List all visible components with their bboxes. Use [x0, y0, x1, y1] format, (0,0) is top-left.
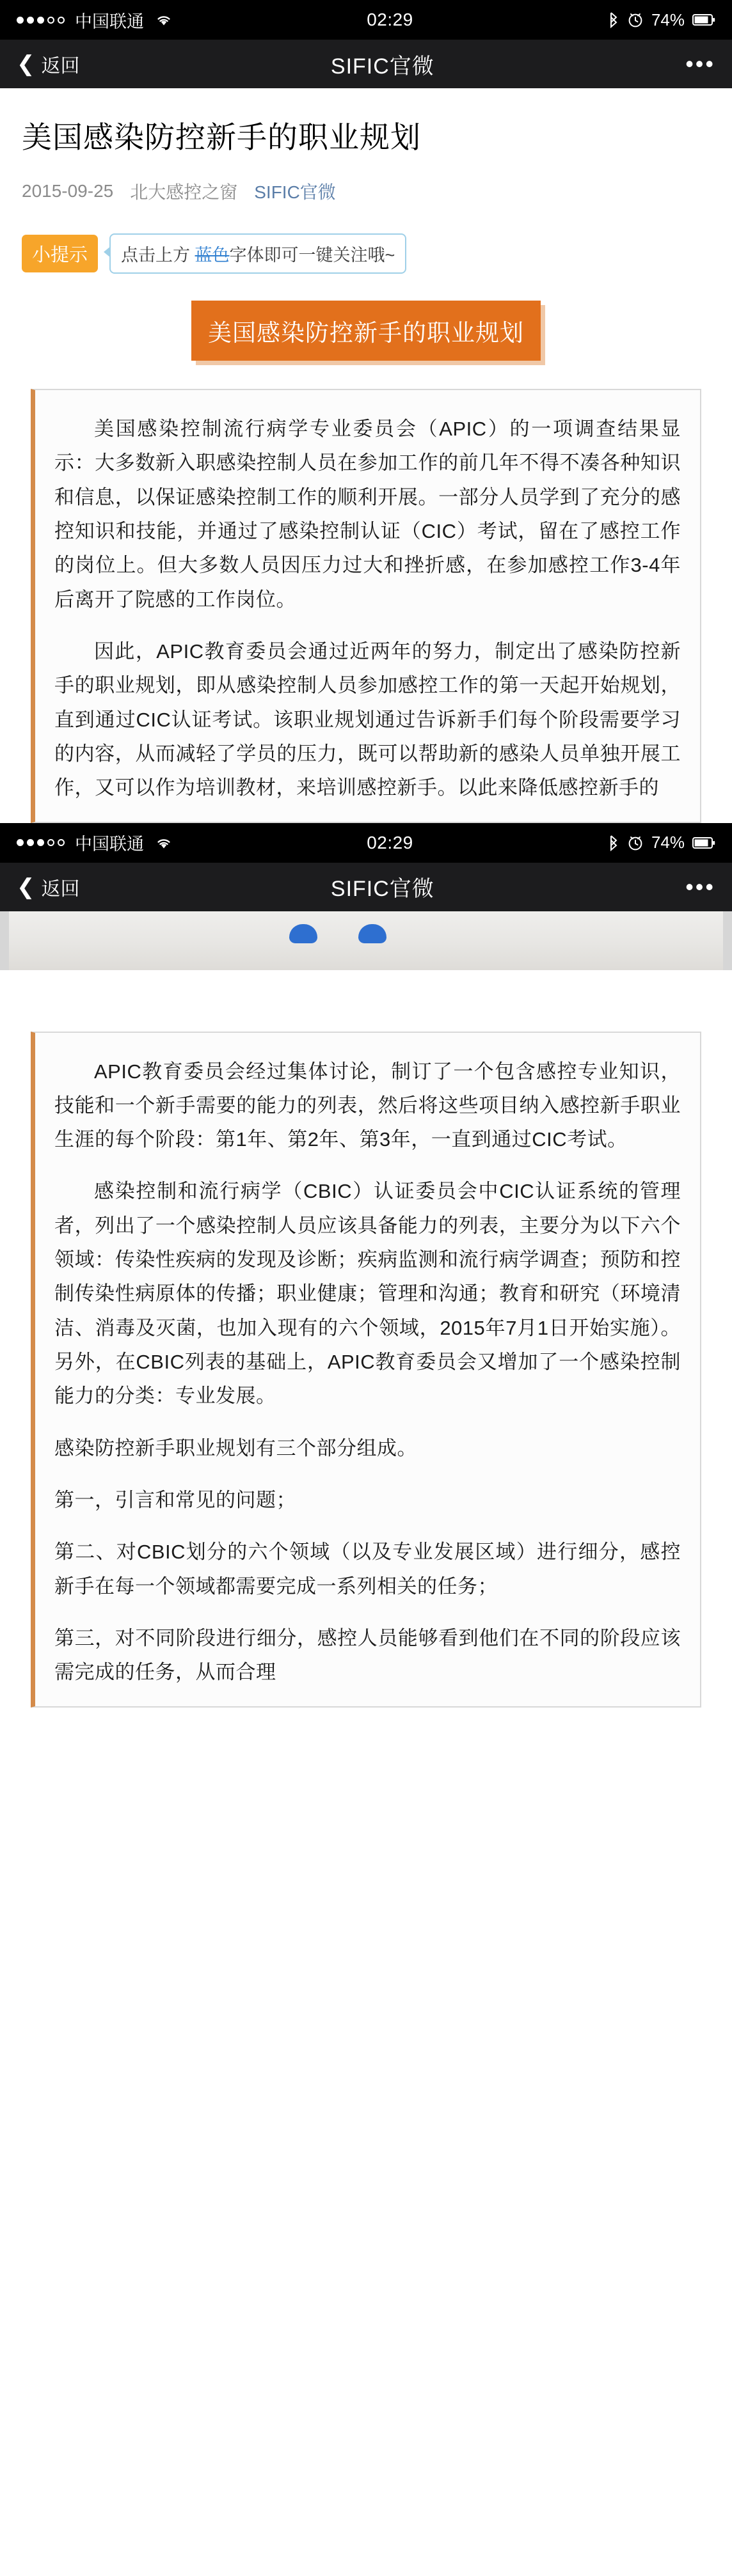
tip-text-after: 字体即可一键关注哦~ [229, 246, 395, 265]
paragraph: 美国感染控制流行病学专业委员会（APIC）的一项调查结果显示：大多数新入职感染控制人员在参加工作的前几年不得不凑各种知识和信息，以保证感染控制工作的顺利开展。一部分人员学到了充分的感控知识和技能，并通过了感染控制认证（CIC）考试，留在了感控工作的岗位上。但大多数人员因压力过大和挫折感，在参加感控工作3-4年后离开了院感的工作岗位。 [54, 418, 681, 611]
back-button[interactable] [17, 873, 80, 901]
article-body-card-1 [31, 389, 701, 822]
navigation-bar [0, 40, 732, 88]
status-bar-right [608, 833, 715, 852]
clock-label: 02:29 [367, 10, 413, 29]
tip-badge: 小提示 [22, 235, 98, 272]
status-bar-left [17, 830, 172, 855]
bluetooth-icon [608, 835, 619, 851]
paragraph: 第三，对不同阶段进行细分，感控人员能够看到他们在不同的阶段应该需完成的任务，从而合理 [54, 1626, 681, 1684]
article-date: 2015-09-25 [22, 181, 114, 201]
paragraph: 因此，APIC教育委员会通过近两年的努力，制定出了感染防控新手的职业规划，即从感染控制人员参加感控工作的第一天起开始规划，直到通过CIC认证考试。该职业规划通过告诉新手们每个阶段需要学习的内容，从而减轻了学员的压力，既可以帮助新的感染人员单独开展工作，又可以作为培训教材，来培训感控新手。以此来降低感控新手的 [54, 640, 681, 799]
headline-box: 美国感染防控新手的职业规划 [191, 301, 541, 361]
status-bar [0, 823, 732, 863]
article-title: 美国感染防控新手的职业规划 [22, 120, 421, 154]
status-bar-left [17, 8, 172, 33]
article-source: 北大感控之窗 [130, 182, 238, 203]
page-title: SIFIC官微 [330, 877, 434, 902]
battery-percent-label: 74% [651, 833, 685, 852]
article-image [0, 911, 732, 970]
battery-percent-label: 74% [651, 10, 685, 29]
paragraph: 第一，引言和常见的问题； [54, 1488, 296, 1511]
carrier-label: 中国联通 [75, 12, 144, 31]
tip-bubble [109, 233, 406, 274]
paragraph [54, 1174, 681, 1413]
carrier-label: 中国联通 [75, 835, 144, 854]
ellipsis-icon[interactable]: ••• [685, 873, 715, 900]
paragraph: 第二、对CBIC划分的六个领域（以及专业发展区域）进行细分，感控新手在每一个领域都需要完成一系列相关的任务； [54, 1541, 681, 1598]
tip-text-blue: 蓝色 [195, 246, 230, 265]
tip-text-before: 点击上方 [121, 246, 195, 265]
wifi-icon [155, 13, 172, 27]
chevron-left-icon: ❮ [17, 874, 35, 899]
article-account-link[interactable]: SIFIC官微 [254, 182, 336, 203]
bluetooth-icon [608, 12, 619, 28]
article-body-card-2 [31, 1032, 701, 1708]
navigation-bar [0, 863, 732, 911]
battery-icon [692, 836, 715, 849]
back-button-label: 返回 [41, 878, 80, 900]
battery-icon [692, 13, 715, 26]
wifi-icon [155, 836, 172, 850]
signal-strength-icon [17, 839, 65, 846]
signal-strength-icon [17, 17, 65, 24]
alarm-clock-icon [627, 835, 644, 851]
clock-label: 02:29 [367, 832, 413, 852]
article-meta [22, 178, 710, 204]
alarm-clock-icon [627, 12, 644, 28]
screen-first [0, 0, 732, 823]
headline-wrapper [22, 301, 710, 361]
screen-second [0, 823, 732, 1708]
status-bar-right [608, 10, 715, 30]
paragraph: APIC教育委员会经过集体讨论，制订了一个包含感控专业知识，技能和一个新手需要的能力的列表，然后将这些项目纳入感控新手职业生涯的每个阶段：第1年、第2年、第3年，一直到通过CIC考试。 [54, 1060, 681, 1151]
back-button[interactable] [17, 50, 80, 78]
back-button-label: 返回 [41, 56, 80, 77]
chevron-left-icon: ❮ [17, 52, 35, 76]
ellipsis-icon[interactable]: ••• [685, 51, 715, 77]
paragraph-text: 感染控制和流行病学（CBIC）认证委员会中CIC认证系统的管理者，列出了一个感染控制人员应该具备能力的列表，主要分为以下六个领域：传染性疾病的发现及诊断；疾病监测和流行病学调查；预防和控制传染性病原体的传播；职业健康；管理和沟通；教育和研究（环境清洁、消毒及灭菌，也加入现有的六个领域，2015年7月1日开始实施）。另外，在CBIC列表的基础上，APIC教育委员会又增加了一个感染控制能力的分类：专业发展。 [54, 1180, 681, 1408]
page-title: SIFIC官微 [330, 54, 434, 79]
article-container [0, 1032, 732, 1708]
status-bar [0, 0, 732, 40]
article-container [0, 118, 732, 823]
paragraph: 感染防控新手职业规划有三个部分组成。 [54, 1436, 417, 1459]
tip-row [22, 233, 710, 274]
